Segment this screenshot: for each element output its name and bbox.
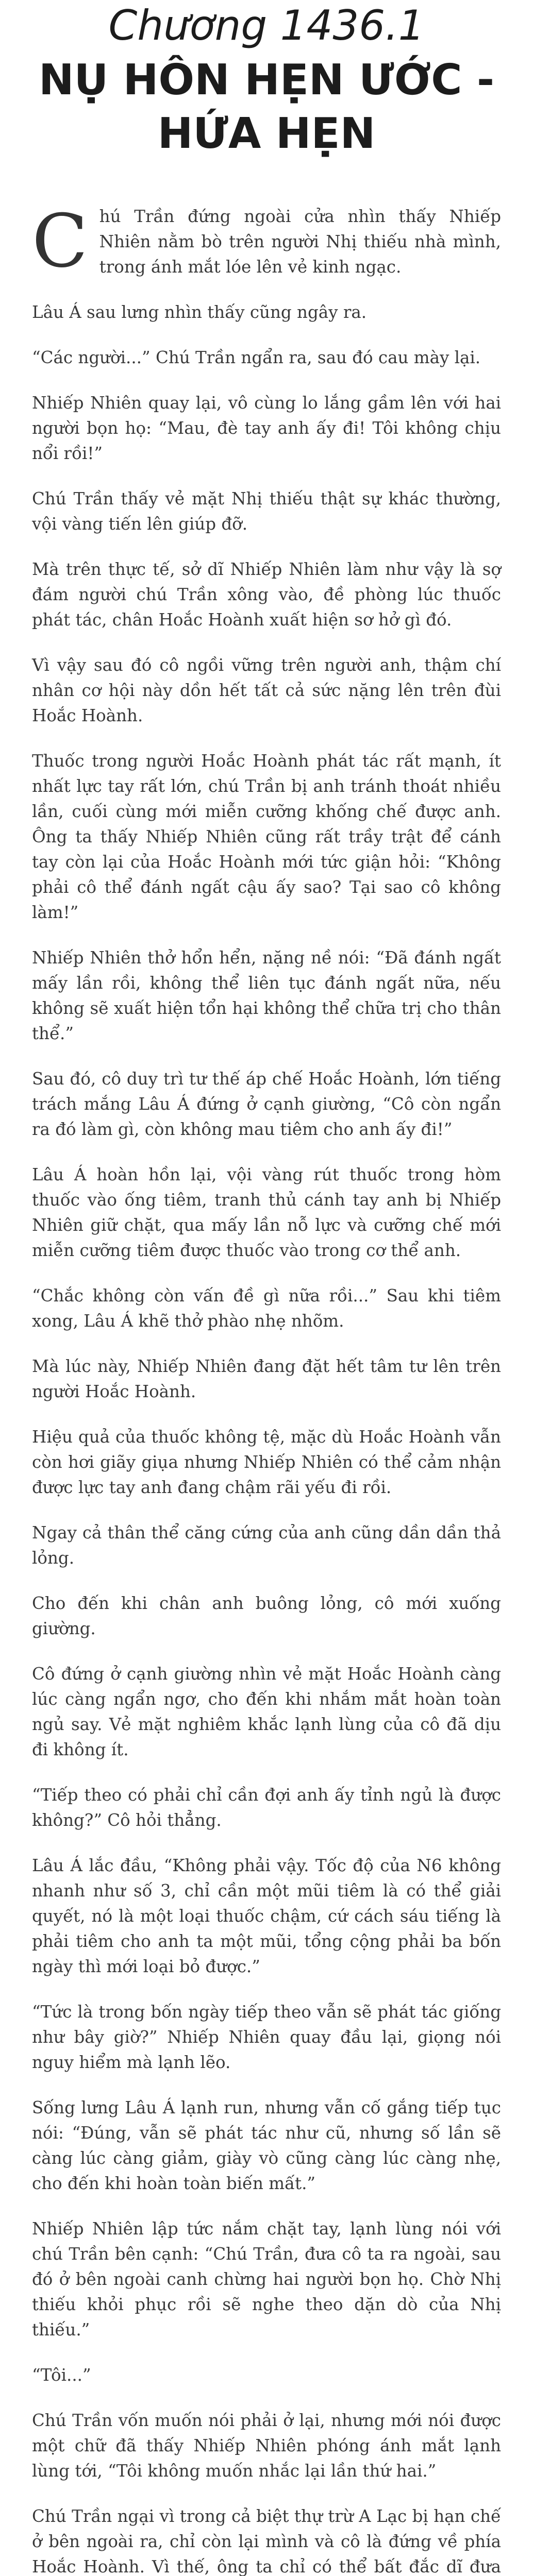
paragraph: Nhiếp Nhiên lập tức nắm chặt tay, lạnh lùng nói với chú Trần bên cạnh: “Chú Trần, đưa cô ta ra ngoài, sau đó ở bên ngoài canh chừng hai người bọn họ. Chờ Nhị thiếu khỏi phục rồi sẽ nghe theo dặn dò của Nhị thiếu.” (32, 2219, 501, 2340)
paragraph: Lâu Á sau lưng nhìn thấy cũng ngây ra. (32, 302, 367, 322)
paragraph: Chú Trần ngại vì trong cả biệt thự trừ A Lạc bị hạn chế ở bên ngoài ra, chỉ còn lại mình và cô là đứng về phía Hoắc Hoành. Vì thế, ông ta chỉ có thể bất đắc dĩ đưa (32, 2506, 501, 2576)
paragraph (32, 199, 501, 284)
paragraph: Ngay cả thân thể căng cứng của anh cũng dần dần thả lỏng. (32, 1523, 501, 1568)
paragraph: Sau đó, cô duy trì tư thế áp chế Hoắc Hoành, lớn tiếng trách mắng Lâu Á đứng ở cạnh giường, “Cô còn ngẩn ra đó làm gì, còn không mau tiêm cho anh ấy đi!” (32, 1069, 501, 1139)
paragraph: Mà lúc này, Nhiếp Nhiên đang đặt hết tâm tư lên trên người Hoắc Hoành. (32, 1357, 501, 1401)
chapter-title: NỤ HÔN HẸN ƯỚC - HỨA HẸN (39, 56, 494, 158)
paragraph: Lâu Á hoàn hồn lại, vội vàng rút thuốc trong hòm thuốc vào ống tiêm, tranh thủ cánh tay anh bị Nhiếp Nhiên giữ chặt, qua mấy lần nỗ lực và cưỡng chế mới miễn cưỡng tiêm được thuốc vào trong cơ thể anh. (32, 1165, 501, 1260)
paragraph: Chú Trần vốn muốn nói phải ở lại, nhưng mới nói được một chữ đã thấy Nhiếp Nhiên phóng ánh mắt lạnh lùng tới, “Tôi không muốn nhắc lại lần thứ hai.” (32, 2411, 501, 2481)
paragraph: “Tiếp theo có phải chỉ cần đợi anh ấy tỉnh ngủ là được không?” Cô hỏi thẳng. (32, 1785, 501, 1830)
paragraph: Sống lưng Lâu Á lạnh run, nhưng vẫn cố gắng tiếp tục nói: “Đúng, vẫn sẽ phát tác như cũ, nhưng số lần sẽ càng lúc càng giảm, giày vò cũng càng lúc càng nhẹ, cho đến khi hoàn toàn biến mất.” (32, 2098, 501, 2193)
paragraph: Cô đứng ở cạnh giường nhìn vẻ mặt Hoắc Hoành càng lúc càng ngẩn ngơ, cho đến khi nhắm mắt hoàn toàn ngủ say. Vẻ mặt nghiêm khắc lạnh lùng của cô đã dịu đi không ít. (32, 1664, 501, 1759)
drop-cap-letter: C (32, 199, 88, 284)
paragraph: Hiệu quả của thuốc không tệ, mặc dù Hoắc Hoành vẫn còn hơi giãy giụa nhưng Nhiếp Nhiên có thể cảm nhận được lực tay anh đang chậm rãi yếu đi rồi. (32, 1427, 501, 1497)
paragraph: “Tôi...” (32, 2365, 91, 2385)
paragraph: Nhiếp Nhiên quay lại, vô cùng lo lắng gầm lên với hai người bọn họ: “Mau, đè tay anh ấy đi! Tôi không chịu nổi rồi!” (32, 393, 501, 463)
paragraph: Chú Trần thấy vẻ mặt Nhị thiếu thật sự khác thường, vội vàng tiến lên giúp đỡ. (32, 489, 501, 534)
paragraph: Lâu Á lắc đầu, “Không phải vậy. Tốc độ của N6 không nhanh như số 3, chỉ cần một mũi tiêm là có thể giải quyết, nó là một loại thuốc chậm, cứ cách sáu tiếng là phải tiêm cho anh ta một mũi, tổng cộng phải ba bốn ngày thì mới loại bỏ được.” (32, 1856, 501, 1976)
paragraph: Nhiếp Nhiên thở hổn hển, nặng nề nói: “Đã đánh ngất mấy lần rồi, không thể liên tục đánh ngất nữa, nếu không sẽ xuất hiện tổn hại không thể chữa trị cho thân thể.” (32, 948, 501, 1043)
paragraph-text: hú Trần đứng ngoài cửa nhìn thấy Nhiếp Nhiên nằm bò trên người Nhị thiếu nhà mình, trong ánh mắt lóe lên vẻ kinh ngạc. (99, 207, 501, 277)
chapter-body (32, 199, 501, 2576)
paragraph: Cho đến khi chân anh buông lỏng, cô mới xuống giường. (32, 1594, 501, 1638)
paragraph: Vì vậy sau đó cô ngồi vững trên người anh, thậm chí nhân cơ hội này dồn hết tất cả sức nặng lên trên đùi Hoắc Hoành. (32, 655, 501, 725)
paragraph: “Tức là trong bốn ngày tiếp theo vẫn sẽ phát tác giống như bây giờ?” Nhiếp Nhiên quay đầu lại, giọng nói nguy hiểm mà lạnh lẽo. (32, 2002, 501, 2072)
paragraph: Mà trên thực tế, sở dĩ Nhiếp Nhiên làm như vậy là sợ đám người chú Trần xông vào, đề phòng lúc thuốc phát tác, chân Hoắc Hoành xuất hiện sơ hở gì đó. (32, 560, 501, 630)
paragraph: “Các người...” Chú Trần ngẩn ra, sau đó cau mày lại. (32, 348, 481, 367)
paragraph: Thuốc trong người Hoắc Hoành phát tác rất mạnh, ít nhất lực tay rất lớn, chú Trần bị anh tránh thoát nhiều lần, cuối cùng mới miễn cưỡng khống chế được anh. Ông ta thấy Nhiếp Nhiên cũng rất trầy trật để cánh tay còn lại của Hoắc Hoành mới tức giận hỏi: “Không phải cô thể đánh ngất cậu ấy sao? Tại sao cô không làm!” (32, 751, 501, 922)
chapter-number: Chương 1436.1 (108, 2, 425, 49)
paragraph: “Chắc không còn vấn đề gì nữa rồi...” Sau khi tiêm xong, Lâu Á khẽ thở phào nhẹ nhõm. (32, 1286, 501, 1331)
